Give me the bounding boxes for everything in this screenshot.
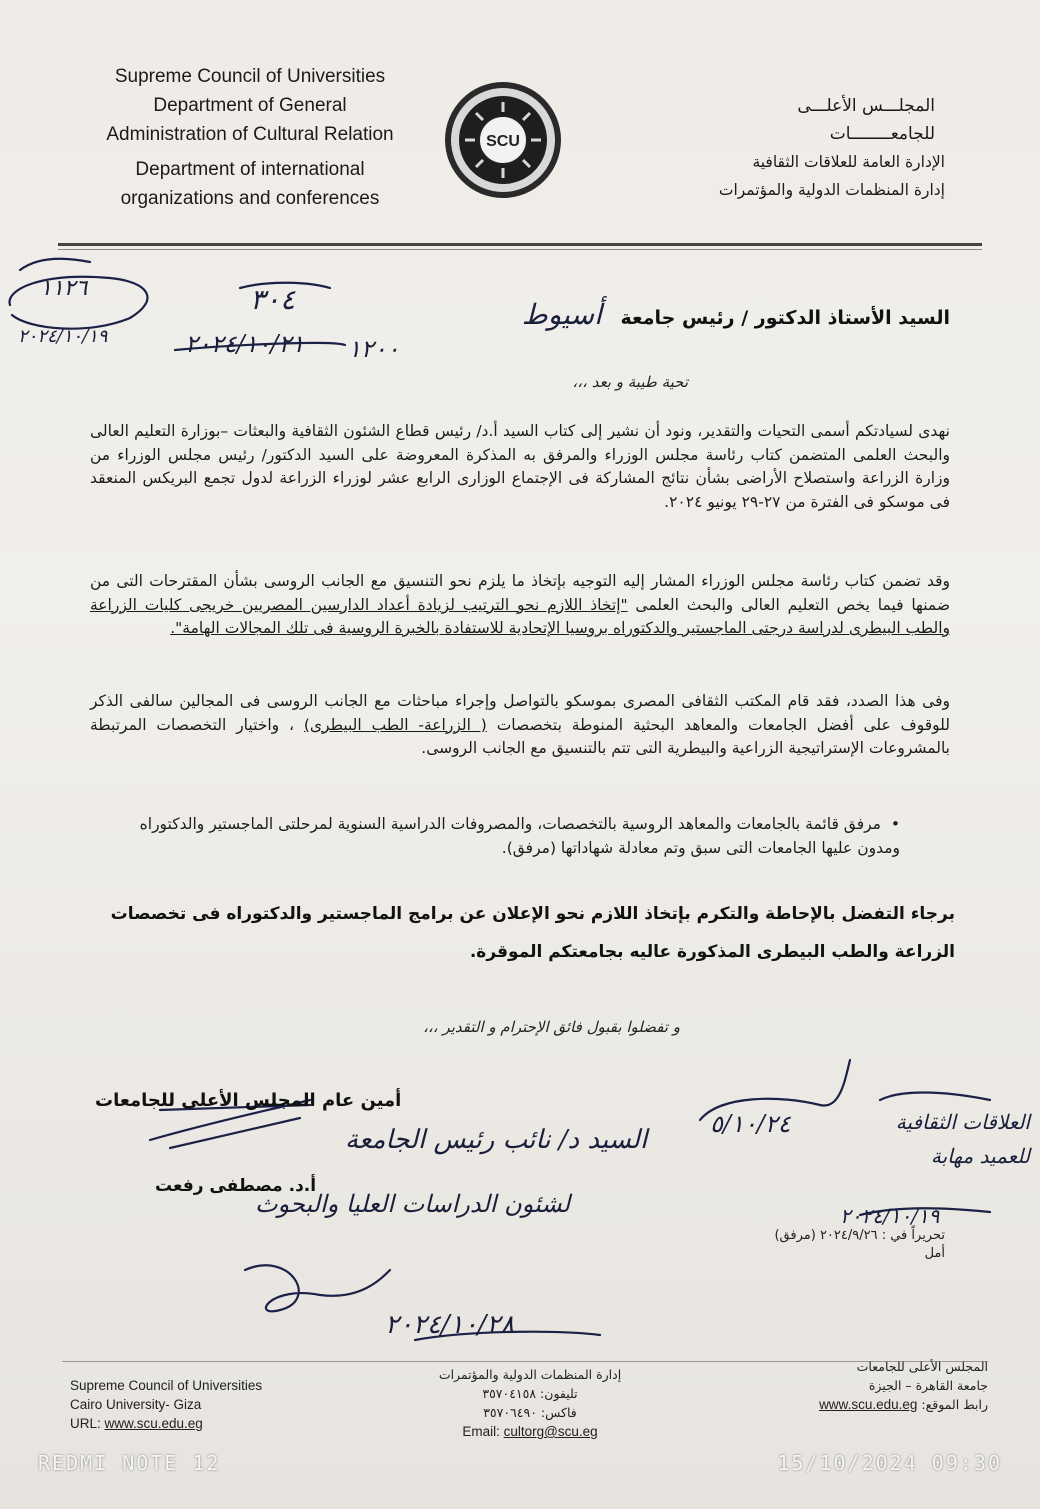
header-en-line: Administration of Cultural Relation: [106, 124, 394, 145]
footer-ar-url-label: رابط الموقع:: [921, 1397, 988, 1412]
footer-mid-title: إدارة المنظمات الدولية والمؤتمرات: [438, 1367, 622, 1382]
hw-top-left-number: ١١٢٦: [40, 276, 88, 301]
footer-mid-email-link[interactable]: cultorg@scu.eg: [503, 1424, 598, 1439]
hw-university-name: أسيوط: [521, 298, 602, 331]
addressee: [522, 298, 950, 331]
footer-middle: [430, 1365, 630, 1441]
footer-ar-url-row: [758, 1395, 988, 1414]
written-date: تحريراً في : ٢٠٢٤/٩/٢٦ (مرفق): [774, 1228, 945, 1243]
hw-top-mid-number: ١٢٠٠: [348, 335, 400, 363]
footer-mid-phone: تليفون: ٣٥٧٠٤١٥٨: [482, 1386, 578, 1401]
footer-ar-line: المجلس الأعلى للجامعات: [856, 1359, 988, 1374]
camera-device-watermark: REDMI NOTE 12: [38, 1451, 221, 1475]
bullet-text: مرفق قائمة بالجامعات والمعاهد الروسية بالتخصصات،: [537, 815, 881, 833]
header-ar-line: للجامعــــــــات: [829, 124, 935, 144]
header-ar-line: الإدارة العامة للعلاقات الثقافية: [752, 153, 945, 171]
paragraph-3: [90, 690, 950, 761]
paragraph-3-tail: ، واختيار التخصصات المرتبطة بالمشروعات الإستراتيجية الزراعية والبيطرية التى تتم بالتنسيق مع الجانب الروسى.: [90, 715, 950, 757]
footer-ar-line: جامعة القاهرة – الجيزة: [868, 1378, 988, 1393]
request-paragraph: برجاء التفضل بالإحاطة والتكرم بإتخاذ اللازم نحو الإعلان عن برامج الماجستير والدكتوراه فى تخصصات الزراعة والطب البيطرى المذكورة عاليه بجامعتكم الموقرة.: [110, 904, 955, 962]
bullet-text-cont: والمصروفات الدراسية السنوية لمرحلتى الماجستير والدكتوراه ومدون عليها الجامعات التى سبق وتم معادلة شهاداتها (مرفق).: [139, 815, 900, 857]
paragraph-3-underlined: ( الزراعة- الطب البيطرى): [303, 715, 487, 734]
addressee-prefix: السيد الأستاذ الدكتور / رئيس جامعة: [620, 307, 950, 329]
footer-ar-url-link[interactable]: www.scu.edu.eg: [819, 1397, 918, 1412]
written-on: [755, 1227, 945, 1263]
hw-note-date: ٥/١٠/٢٤: [710, 1110, 791, 1138]
footer-arabic: [758, 1357, 988, 1414]
hw-margin-date: ٢٠٢٤/١٠/١٩: [840, 1204, 940, 1228]
camera-datetime-watermark: 15/10/2024 09:30: [777, 1451, 1002, 1475]
header-en-line: Department of General: [153, 95, 347, 116]
paragraph-1: نهدى لسيادتكم أسمى التحيات والتقدير، ونود أن نشير إلى كتاب السيد أ.د/ رئيس قطاع الشئون الثقافية والبعثات –بوزارة التعليم العالى والبحث العلمى المتضمن كتاب رئاسة مجلس الوزراء والمرفق به المذكرة المعروضة على السيد الدكتور/ رئيس مجلس الوزراء من وزارة الزراعة واستصلاح الأراضى بشأن نتائج المشاركة فى الإجتماع الوزارى الرابع عشر لوزراء الزراعة لدول تجمع البريكس المنعقد فى موسكو فى الفترة من ٢٧-٢٩ يونيو ٢٠٢٤.: [90, 422, 950, 511]
header-en-line: Department of international: [135, 159, 365, 180]
footer-mid-fax: فاكس: ٣٥٧٠٦٤٩٠: [483, 1405, 577, 1420]
footer-mid-email-row: [430, 1422, 630, 1441]
logo-text: SCU: [486, 133, 520, 150]
header-ar-line: المجلـــس الأعلـــى: [797, 96, 935, 116]
greeting: تحية طيبة و بعد ،،،: [572, 373, 688, 391]
closing: و تفضلوا بقبول فائق الإحترام و التقدير ،،،: [423, 1018, 680, 1036]
footer-en-url-row: [70, 1414, 262, 1433]
footer-en-line: Cairo University- Giza: [70, 1397, 202, 1412]
logo-ring-text: SUPREME COUNCIL OF UNIVERSITIES: [459, 151, 547, 187]
signatory-name: أ.د. مصطفى رفعت: [155, 1176, 317, 1196]
paragraph-3-text: وفى هذا الصدد، فقد قام المكتب الثقافى المصرى بموسكو بالتواصل وإجراء مباحثات مع الجانب الروسى فى المجالين سالفى الذكر للوقوف على أفضل الجامعات والمعاهد البحثية المنوطة بتخصصات: [90, 692, 951, 734]
attachment-bullet: [110, 812, 900, 860]
hw-bottom-date: ٢٠٢٤/١٠/٢٨: [385, 1310, 515, 1340]
header-ar-line: إدارة المنظمات الدولية والمؤتمرات: [718, 181, 945, 199]
footer-mid-email-label: Email:: [462, 1424, 504, 1439]
written-by: أمل: [924, 1246, 945, 1261]
footer-en-url-link[interactable]: www.scu.edu.eg: [104, 1416, 203, 1431]
footer-en-line: Supreme Council of Universities: [70, 1378, 263, 1393]
footer-en-url-label: URL:: [70, 1416, 105, 1431]
footer-english: [70, 1376, 262, 1433]
paragraph-2: [90, 570, 950, 641]
paragraph-2-text: وقد تضمن كتاب رئاسة مجلس الوزراء المشار إليه التوجيه بإتخاذ ما يلزم نحو التنسيق مع الجانب الروسى بشأن المقترحات التى من ضمنها فيما يخص التعليم العالى والبحث العلمى: [90, 572, 950, 614]
paragraph-2-underlined: "إتخاذ اللازم نحو الترتيب لزيادة أعداد الدارسين المصريين خريجى كليات الزراعة والطب البيطرى لدراسة درجتى الماجستير والدكتوراه بروسيا الإتحادية للاستفادة بالخبرة الروسية فى تلك المجالات الهامة".: [90, 595, 950, 637]
header-en-line: organizations and conferences: [120, 188, 380, 209]
hw-top-mid-code: ٣٠٤: [250, 283, 296, 316]
signatory-title: أمين عام المجلس الأعلى للجامعات: [95, 1090, 402, 1111]
hw-note-line-2: لشئون الدراسات العليا والبحوث: [255, 1190, 571, 1218]
bullet-dot: •: [885, 815, 900, 833]
hw-margin-note: العلاقات الثقافية للعميد مهابة: [895, 1110, 1030, 1168]
hw-top-mid-date: ٢٠٢٤/١٠/٢١: [185, 330, 305, 358]
hw-note-line-1: السيد د/ نائب رئيس الجامعة: [345, 1125, 648, 1155]
header-en-line: Supreme Council of Universities: [114, 66, 386, 87]
hw-top-left-date: ٢٠٢٤/١٠/١٩: [18, 326, 108, 347]
